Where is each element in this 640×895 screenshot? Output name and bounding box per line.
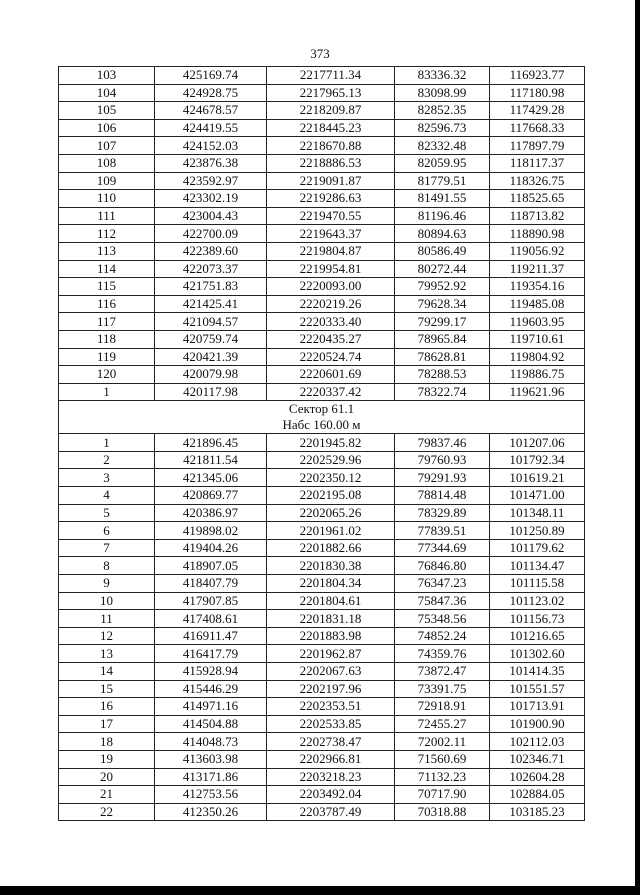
table-row [59,119,585,137]
coordinate-cell: 2218886.53 [267,154,395,172]
coordinate-cell: 419898.02 [155,522,267,540]
coordinate-cell: 78322.74 [395,383,490,401]
coordinate-cell: 2218670.88 [267,137,395,155]
point-number-cell: 1 [59,383,155,401]
coordinate-cell: 412753.56 [155,786,267,804]
table-row [59,733,585,751]
table-row [59,207,585,225]
coordinate-cell: 2202738.47 [267,733,395,751]
coordinate-cell: 74852.24 [395,627,490,645]
table-row [59,260,585,278]
point-number-cell: 117 [59,313,155,331]
coordinate-cell: 2201962.87 [267,645,395,663]
table-row [59,768,585,786]
coordinate-cell: 102884.05 [490,786,585,804]
table-row [59,557,585,575]
coordinate-cell: 2201831.18 [267,610,395,628]
point-number-cell: 111 [59,207,155,225]
point-number-cell: 115 [59,278,155,296]
coordinate-cell: 118890.98 [490,225,585,243]
coordinate-cell: 75847.36 [395,592,490,610]
coordinate-cell: 81196.46 [395,207,490,225]
table-body-bottom [59,434,585,821]
coordinate-cell: 82852.35 [395,102,490,120]
coordinate-cell: 2220333.40 [267,313,395,331]
point-number-cell: 17 [59,715,155,733]
coordinate-cell: 79299.17 [395,313,490,331]
coordinate-cell: 71132.23 [395,768,490,786]
point-number-cell: 1 [59,434,155,452]
coordinate-cell: 416417.79 [155,645,267,663]
coordinate-cell: 414048.73 [155,733,267,751]
point-number-cell: 20 [59,768,155,786]
coordinate-cell: 82596.73 [395,119,490,137]
table-row [59,330,585,348]
coordinate-cell: 78628.81 [395,348,490,366]
table-row [59,645,585,663]
coordinate-cell: 423592.97 [155,172,267,190]
coordinate-cell: 2219470.55 [267,207,395,225]
page-number: 373 [310,46,330,61]
coordinate-cell: 119354.16 [490,278,585,296]
table-row [59,663,585,681]
table-row [59,680,585,698]
coordinate-cell: 73872.47 [395,663,490,681]
table-row [59,172,585,190]
coordinate-cell: 415446.29 [155,680,267,698]
coordinate-cell: 101123.02 [490,592,585,610]
point-number-cell: 4 [59,487,155,505]
point-number-cell: 116 [59,295,155,313]
point-number-cell: 16 [59,698,155,716]
coordinate-cell: 2201945.82 [267,434,395,452]
table-row [59,522,585,540]
coordinate-cell: 101134.47 [490,557,585,575]
scan-edge-bottom [0,886,640,895]
coordinate-cell: 421345.06 [155,469,267,487]
coordinate-cell: 118326.75 [490,172,585,190]
coordinate-cell: 101115.58 [490,575,585,593]
point-number-cell: 22 [59,803,155,821]
coordinate-cell: 2201804.61 [267,592,395,610]
coordinate-cell: 80894.63 [395,225,490,243]
coordinate-cell: 424928.75 [155,84,267,102]
coordinate-cell: 2202353.51 [267,698,395,716]
coordinate-cell: 2203492.04 [267,786,395,804]
table-row [59,451,585,469]
coordinate-cell: 415928.94 [155,663,267,681]
table-row [59,750,585,768]
point-number-cell: 11 [59,610,155,628]
point-number-cell: 18 [59,733,155,751]
coordinate-cell: 76347.23 [395,575,490,593]
coordinate-cell: 119211.37 [490,260,585,278]
coordinate-cell: 420421.39 [155,348,267,366]
table-row [59,84,585,102]
coordinate-cell: 2202195.08 [267,487,395,505]
coordinate-cell: 425169.74 [155,67,267,85]
coordinate-cell: 418407.79 [155,575,267,593]
coordinate-cell: 101207.06 [490,434,585,452]
coordinate-cell: 117429.28 [490,102,585,120]
point-number-cell: 9 [59,575,155,593]
coordinate-cell: 420079.98 [155,366,267,384]
table-row [59,154,585,172]
coordinate-cell: 101302.60 [490,645,585,663]
coordinate-cell: 421425.41 [155,295,267,313]
table-row [59,434,585,452]
point-number-cell: 7 [59,539,155,557]
coordinate-cell: 2219091.87 [267,172,395,190]
coordinate-cell: 76846.80 [395,557,490,575]
coordinate-cell: 82059.95 [395,154,490,172]
coordinate-cell: 72002.11 [395,733,490,751]
coordinate-cell: 413603.98 [155,750,267,768]
table-row [59,102,585,120]
coordinate-cell: 83098.99 [395,84,490,102]
point-number-cell: 105 [59,102,155,120]
table-row [59,698,585,716]
table-row [59,575,585,593]
coordinate-cell: 102112.03 [490,733,585,751]
coordinate-cell: 2219643.37 [267,225,395,243]
table-row [59,803,585,821]
coordinate-cell: 2201830.38 [267,557,395,575]
coordinate-cell: 116923.77 [490,67,585,85]
coordinate-cell: 117180.98 [490,84,585,102]
coordinate-cell: 2202529.96 [267,451,395,469]
coordinate-cell: 72455.27 [395,715,490,733]
table-row [59,137,585,155]
coordinate-cell: 102346.71 [490,750,585,768]
point-number-cell: 112 [59,225,155,243]
table-row [59,504,585,522]
coordinate-cell: 119485.08 [490,295,585,313]
coordinate-cell: 101713.91 [490,698,585,716]
point-number-cell: 119 [59,348,155,366]
coordinate-cell: 79760.93 [395,451,490,469]
coordinate-cell: 83336.32 [395,67,490,85]
coordinate-cell: 79837.46 [395,434,490,452]
table-row [59,366,585,384]
coordinate-cell: 118117.37 [490,154,585,172]
coordinate-cell: 2220601.69 [267,366,395,384]
coordinate-cell: 119056.92 [490,242,585,260]
table-row [59,242,585,260]
point-number-cell: 103 [59,67,155,85]
coordinate-cell: 418907.05 [155,557,267,575]
scan-edge-right [635,0,640,895]
coordinate-cell: 101250.89 [490,522,585,540]
coordinate-cell: 101156.73 [490,610,585,628]
coordinate-cell: 423004.43 [155,207,267,225]
table-row [59,348,585,366]
coordinate-cell: 71560.69 [395,750,490,768]
coordinate-cell: 422389.60 [155,242,267,260]
table-row [59,592,585,610]
coordinate-cell: 74359.76 [395,645,490,663]
coordinate-cell: 424678.57 [155,102,267,120]
coordinate-cell: 78965.84 [395,330,490,348]
coordinate-cell: 2220093.00 [267,278,395,296]
coordinate-cell: 420869.77 [155,487,267,505]
coordinate-cell: 81491.55 [395,190,490,208]
coordinate-cell: 77344.69 [395,539,490,557]
coordinate-cell: 80272.44 [395,260,490,278]
coordinate-cell: 2201804.34 [267,575,395,593]
point-number-cell: 10 [59,592,155,610]
coordinate-cell: 421896.45 [155,434,267,452]
table-row [59,225,585,243]
table-row [59,295,585,313]
table-row [59,67,585,85]
point-number-cell: 14 [59,663,155,681]
point-number-cell: 8 [59,557,155,575]
coordinate-cell: 101792.34 [490,451,585,469]
coordinate-cell: 416911.47 [155,627,267,645]
table-row [59,190,585,208]
coordinate-cell: 417408.61 [155,610,267,628]
coordinate-cell: 73391.75 [395,680,490,698]
point-number-cell: 19 [59,750,155,768]
coordinate-cell: 424152.03 [155,137,267,155]
coordinate-cell: 119603.95 [490,313,585,331]
point-number-cell: 12 [59,627,155,645]
point-number-cell: 107 [59,137,155,155]
coordinate-cell: 2203218.23 [267,768,395,786]
table-row [59,383,585,401]
point-number-cell: 118 [59,330,155,348]
table-row [59,627,585,645]
point-number-cell: 104 [59,84,155,102]
sector-title-row [59,401,585,418]
coordinate-cell: 2218209.87 [267,102,395,120]
coordinate-cell: 119804.92 [490,348,585,366]
table-body-top [59,67,585,401]
coordinate-cell: 419404.26 [155,539,267,557]
table-row [59,469,585,487]
coordinate-cell: 421811.54 [155,451,267,469]
coordinate-cell: 2219286.63 [267,190,395,208]
point-number-cell: 6 [59,522,155,540]
coordinate-cell: 420386.97 [155,504,267,522]
coordinate-cell: 2217965.13 [267,84,395,102]
point-number-cell: 3 [59,469,155,487]
coordinate-cell: 101414.35 [490,663,585,681]
point-number-cell: 21 [59,786,155,804]
coordinate-cell: 2220337.42 [267,383,395,401]
point-number-cell: 114 [59,260,155,278]
coordinate-cell: 2219954.81 [267,260,395,278]
coordinate-cell: 2220219.26 [267,295,395,313]
coordinate-cell: 2201883.98 [267,627,395,645]
coordinate-cell: 117668.33 [490,119,585,137]
coordinate-cell: 70318.88 [395,803,490,821]
coordinate-cell: 72918.91 [395,698,490,716]
coordinate-cell: 81779.51 [395,172,490,190]
coordinate-cell: 2219804.87 [267,242,395,260]
point-number-cell: 2 [59,451,155,469]
coordinate-cell: 2218445.23 [267,119,395,137]
coordinate-cell: 2201882.66 [267,539,395,557]
coordinate-cell: 421094.57 [155,313,267,331]
coordinate-cell: 2202966.81 [267,750,395,768]
coordinate-cell: 423302.19 [155,190,267,208]
point-number-cell: 108 [59,154,155,172]
coordinate-cell: 101348.11 [490,504,585,522]
sector-title: Сектор 61.1 [59,401,585,418]
point-number-cell: 113 [59,242,155,260]
coordinate-cell: 420117.98 [155,383,267,401]
coordinate-cell: 414504.88 [155,715,267,733]
coordinate-cell: 78329.89 [395,504,490,522]
coordinate-cell: 77839.51 [395,522,490,540]
table-row [59,487,585,505]
point-number-cell: 13 [59,645,155,663]
coordinate-cell: 101900.90 [490,715,585,733]
coordinate-cell: 2220435.27 [267,330,395,348]
table-row [59,610,585,628]
coordinate-cell: 119886.75 [490,366,585,384]
coordinate-cell: 420759.74 [155,330,267,348]
coordinate-cell: 117897.79 [490,137,585,155]
coordinate-cell: 78814.48 [395,487,490,505]
table-row [59,539,585,557]
table-row [59,278,585,296]
coordinate-cell: 413171.86 [155,768,267,786]
sector-height-row [59,417,585,434]
coordinates-table [58,66,585,821]
point-number-cell: 106 [59,119,155,137]
coordinate-cell: 2202067.63 [267,663,395,681]
coordinate-cell: 2220524.74 [267,348,395,366]
coordinate-cell: 101471.00 [490,487,585,505]
coordinate-cell: 2201961.02 [267,522,395,540]
coordinate-cell: 421751.83 [155,278,267,296]
point-number-cell: 5 [59,504,155,522]
coordinate-cell: 78288.53 [395,366,490,384]
table-row [59,786,585,804]
sector-header [59,401,585,434]
coordinate-cell: 423876.38 [155,154,267,172]
coordinate-cell: 80586.49 [395,242,490,260]
coordinate-cell: 79628.34 [395,295,490,313]
coordinate-cell: 70717.90 [395,786,490,804]
coordinate-cell: 412350.26 [155,803,267,821]
coordinate-cell: 414971.16 [155,698,267,716]
coordinate-cell: 103185.23 [490,803,585,821]
coordinate-cell: 79291.93 [395,469,490,487]
coordinate-cell: 118713.82 [490,207,585,225]
coordinate-cell: 2202197.96 [267,680,395,698]
coordinate-cell: 119621.96 [490,383,585,401]
table-row [59,313,585,331]
point-number-cell: 120 [59,366,155,384]
point-number-cell: 15 [59,680,155,698]
coordinate-cell: 82332.48 [395,137,490,155]
coordinate-cell: 119710.61 [490,330,585,348]
coordinate-cell: 75348.56 [395,610,490,628]
table-row [59,715,585,733]
coordinate-cell: 2203787.49 [267,803,395,821]
coordinate-cell: 79952.92 [395,278,490,296]
coordinate-cell: 101551.57 [490,680,585,698]
coordinate-cell: 2202533.85 [267,715,395,733]
coordinate-cell: 422700.09 [155,225,267,243]
point-number-cell: 109 [59,172,155,190]
coordinate-cell: 424419.55 [155,119,267,137]
coordinate-cell: 422073.37 [155,260,267,278]
coordinate-cell: 2202065.26 [267,504,395,522]
coordinate-cell: 417907.85 [155,592,267,610]
coordinate-cell: 101216.65 [490,627,585,645]
coordinate-cell: 2202350.12 [267,469,395,487]
sector-height-label: Набс 160.00 м [59,417,585,434]
coordinate-cell: 101619.21 [490,469,585,487]
coordinate-cell: 118525.65 [490,190,585,208]
coordinate-cell: 2217711.34 [267,67,395,85]
point-number-cell: 110 [59,190,155,208]
coordinate-cell: 101179.62 [490,539,585,557]
coordinate-cell: 102604.28 [490,768,585,786]
